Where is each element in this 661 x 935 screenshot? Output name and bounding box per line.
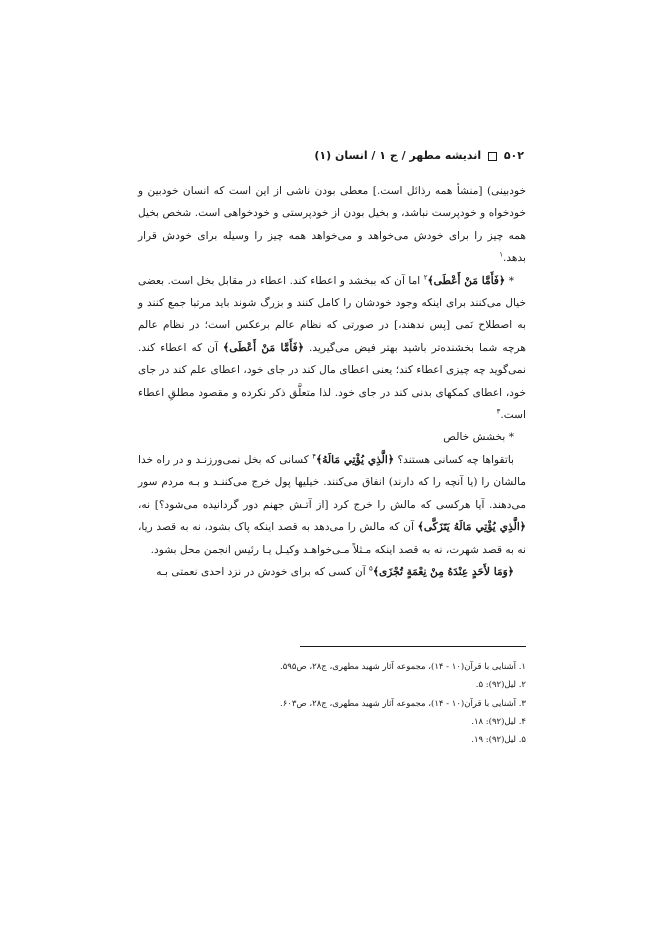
- quran-quote-2: ﴿فَأَمَّا مَنْ أَعْطَى﴾: [223, 341, 304, 354]
- quran-quote: ﴿فَأَمَّا مَنْ أَعْطَى﴾: [427, 274, 506, 287]
- paragraph-5: [138, 561, 526, 583]
- paragraph-1-text: خودبینی) [منشأ همه رذائل است.] معطی بودن ناشی از این است که انسان خودبین و خودخواه و خودپرست نباشد، و بخیل بودن از خودپرستی و خودخواهی است. شخص بخیل همه چیز را برای خودش می‌خواهد و می‌خواهد همه چیز را وسیله برای خودش قرار بدهد.: [138, 185, 526, 265]
- star-marker: *: [505, 274, 514, 287]
- paragraph-4: [138, 449, 526, 561]
- footnote-5: ۵. لیل(۹۲): ۱۹.: [471, 735, 526, 746]
- footnote-ref-1: ۱: [499, 250, 503, 259]
- paragraph-2-text-a: اما آن که ببخشد و اعطاء کند. اعطاء در مقابل بخل است. بعضی خیال می‌کنند برای اینکه وجود خودشان را کامل کنند و بزرگ شوند باید مرتبا جمع کنند و به اصطلاح نَمی [پس ندهند،] در صورتی که نظام عالم برعکس است؛ در نظام عالم هرچه شما بخشنده‌تر باشید بهتر فیض می‌گیرید.: [138, 274, 526, 354]
- page-number: ۵۰۲: [503, 149, 524, 162]
- paragraph-5-text: آن کسی که برای خودش در نزد احدی نعمتی بـه: [156, 565, 370, 578]
- quran-quote-5: ﴿وَمَا لأَحَدٍ عِنْدَهُ مِنْ نِعْمَةٍ تُجْزَى﴾: [372, 565, 514, 578]
- paragraph-4-text-a: باتقواها چه کسانی هستند؟: [394, 453, 514, 466]
- footnote-2: ۲. لیل(۹۲): ۵.: [475, 680, 526, 691]
- paragraph-1: [138, 180, 526, 270]
- footnote-ref-5: ۵: [369, 564, 373, 573]
- footnote-ref-2: ۲: [423, 273, 428, 282]
- paragraph-4-text-b: کسانی که بخل نمی‌ورزنـد و در راه خدا مالشان را (یا آنچه را که دارند) انفاق می‌کنند. خیلیها پول خرج می‌کننـد و بـه مردم سور می‌دهند. آیا هرکسی که مالش را خرج کرد [از آتـش جهنم دور گردانیده می‌شود؟] نه،: [138, 453, 526, 511]
- paragraph-4-text-c: آن که مالش را می‌دهد به قصد اینکه پاک بشود، نه به قصد ریا، نه به قصد شهرت، نه به قصد اینکه مـثلاً مـی‌خواهـد وکیـل یـا رئیس انجمن محل بشود.: [138, 521, 526, 556]
- footnote-ref-4: ۴: [312, 452, 317, 461]
- footnote-3: ۳. آشنایی با قرآن(۱۰ - ۱۴)، مجموعه آثار شهید مطهری، ج۲۸، ص۶۰۳.: [279, 698, 526, 709]
- main-text: [138, 180, 526, 583]
- quran-quote-3: ﴿الَّذِي يُؤْتِي مَالَهُ﴾: [316, 453, 395, 466]
- footnote-4: ۴. لیل(۹۲): ۱۸.: [471, 716, 526, 727]
- running-header: [140, 148, 524, 164]
- paragraph-2-text-b: آن که اعطاء کند. نمی‌گوید چه چیزی اعطاء کند؛ یعنی اعطای مال کند در جای خود، اعطای علم کند در جای خود، اعطای کمکهای بدنی کند در جای خود. لذا متعلَّق ذکر نکرده و مقصود مطلقِ اعطاء است.: [138, 341, 526, 422]
- quran-quote-4: ﴿الَّذِي يُؤْتِي مَالَهُ يَتَزَكَّى﴾: [417, 521, 526, 534]
- footnote-1: ۱. آشنایی با قرآن(۱۰ - ۱۴)، مجموعه آثار شهید مطهری، ج۲۸، ص۵۹۵.: [279, 662, 526, 672]
- section-heading: * بخشش خالص: [443, 431, 514, 444]
- square-bullet-icon: [488, 152, 497, 161]
- paragraph-2: [138, 270, 526, 427]
- running-title: اندیشه مطهر / ج ۱ / انسان (۱): [314, 149, 482, 162]
- footnote-divider: [300, 646, 526, 647]
- footnote-ref-3: ۳: [496, 407, 501, 416]
- footnotes: [260, 658, 526, 749]
